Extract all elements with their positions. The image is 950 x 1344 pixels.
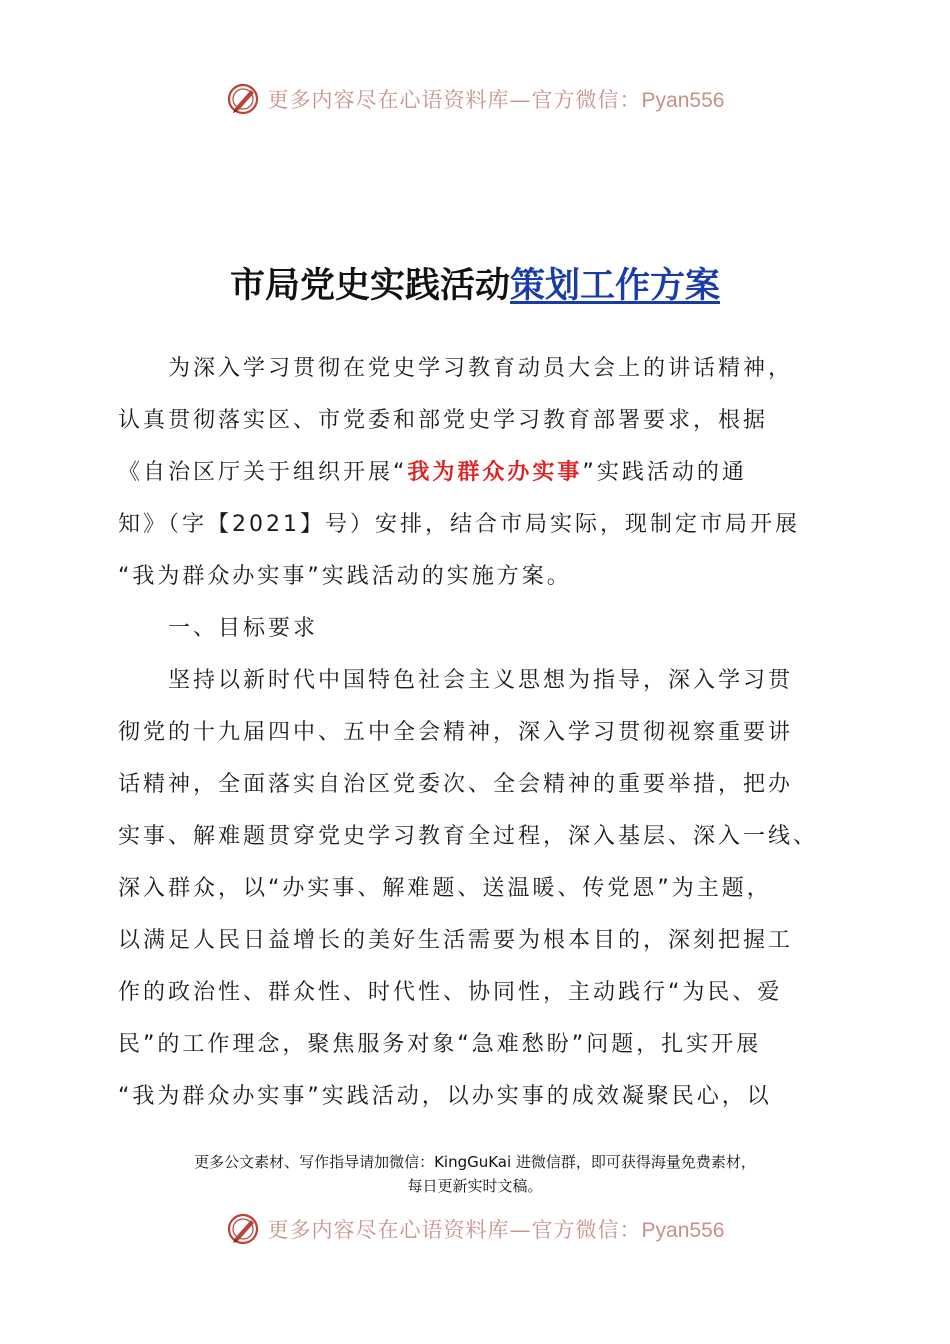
paragraph-1-line-2: 认真贯彻落实区、市党委和部党史学习教育部署要求，根据 (118, 408, 769, 433)
footer-line-1: 更多公文素材、写作指导请加微信：KingGuKai 进微信群，即可获得海量免费素材， (194, 1153, 756, 1171)
paragraph-1-line-5: “我为群众办实事”实践活动的实施方案。 (118, 564, 572, 589)
top-watermark (0, 82, 950, 116)
paragraph-1-line-3: 《自治区厅关于组织开展“我为群众办实事”实践活动的通 (118, 460, 747, 485)
title-plain: 市局党史实践活动 (229, 265, 510, 306)
paragraph-2-line-6: 以满足人民日益增长的美好生活需要为根本目的，深刻把握工 (118, 928, 794, 953)
section-heading-goals: 一、目标要求 (168, 616, 319, 641)
footer-line-2: 每日更新实时文稿。 (407, 1177, 543, 1195)
paragraph-2-line-2: 彻党的十九届四中、五中全会精神，深入学习贯彻视察重要讲 (118, 720, 794, 745)
paragraph-1-line-4: 知》（字【2021】号）安排，结合市局实际，现制定市局开展 (118, 512, 800, 537)
paragraph-2-line-4: 实事、解难题贯穿党史学习教育全过程，深入基层、深入一线、 (118, 824, 819, 849)
paragraph-2-line-7: 作的政治性、群众性、时代性、协同性，主动践行“为民、爱 (118, 980, 783, 1005)
page-title (0, 258, 950, 308)
paragraph-2-line-3: 话精神，全面落实自治区党委次、全会精神的重要举措，把办 (118, 772, 794, 797)
bottom-watermark (0, 1212, 950, 1246)
watermark-text: 更多内容尽在心语资料库—官方微信：Pyan556 (267, 88, 725, 112)
paragraph-2-line-5: 深入群众，以“办实事、解难题、送温暖、传党恩”为主题， (118, 876, 772, 901)
paragraph-1-line-1: 为深入学习贯彻在党史学习教育动员大会上的讲话精神， (168, 356, 794, 381)
watermark-text: 更多内容尽在心语资料库—官方微信：Pyan556 (267, 1218, 725, 1242)
pen-in-circle-icon (226, 1212, 260, 1246)
footer-note (0, 1150, 950, 1198)
title-link[interactable]: 策划工作方案 (510, 265, 721, 306)
pen-in-circle-icon (226, 82, 260, 116)
highlighted-activity-name: 我为群众办实事 (407, 460, 583, 485)
paragraph-2-line-9: “我为群众办实事”实践活动，以办实事的成效凝聚民心，以 (118, 1084, 772, 1109)
paragraph-2-line-8: 民”的工作理念，聚焦服务对象“急难愁盼”问题，扎实开展 (118, 1032, 762, 1057)
paragraph-2-line-1: 坚持以新时代中国特色社会主义思想为指导，深入学习贯 (168, 668, 794, 693)
document-body (118, 343, 832, 1123)
